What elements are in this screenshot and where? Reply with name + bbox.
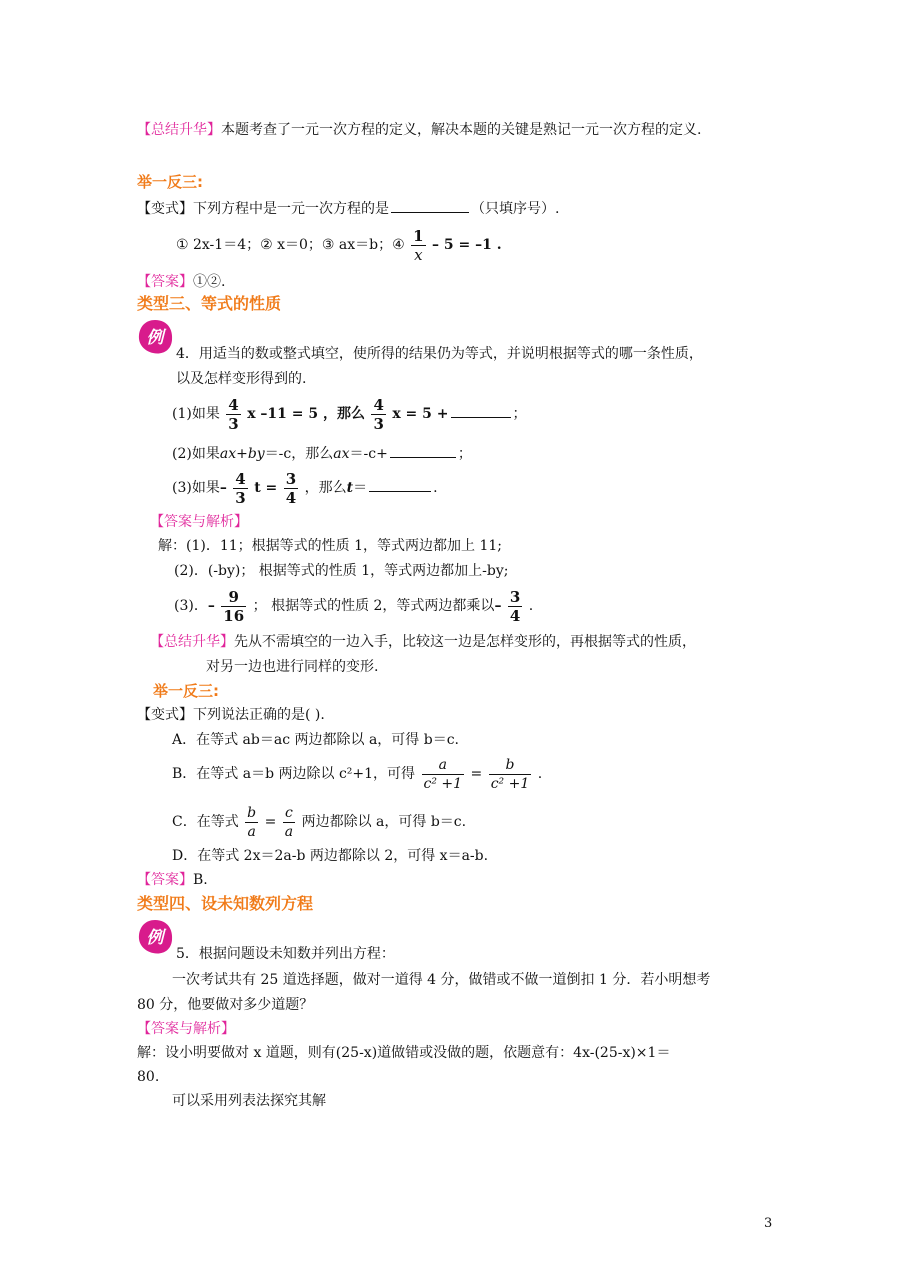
equals: ＝ [353,480,368,496]
expr: ax [333,446,350,462]
page-number: 3 [764,1216,773,1231]
section-title-3: 类型三、等式的性质 [137,294,282,313]
variant-tag: 【变式】 [137,201,193,217]
fraction [226,396,240,433]
q5-body: 一次考试共有 25 道选择题，做对一道得 4 分，做错或不做一道倒扣 1 分．若小明想考 [172,972,711,988]
denominator: 3 [235,488,246,507]
answer-text: ①②. [193,274,226,290]
solution-line: (2)．(-by)； 根据等式的性质 1，等式两边都加上-by; [174,563,509,579]
option-d: D．在等式 2x＝2a-b 两边都除以 2，可得 x＝a-b. [172,848,489,864]
example-badge [136,918,174,956]
denominator: c² +1 [490,775,530,792]
solution-line: 可以采用列表法探究其解 [172,1093,326,1109]
equals: = [470,766,483,782]
variant-text: 下列方程中是一元一次方程的是 [193,201,389,217]
answer-blank [369,477,431,492]
summary-text: 先从不需填空的一边入手，比较这一边是怎样变形的，再根据等式的性质， [234,634,696,650]
solution-line [174,584,533,628]
summary-line [137,120,701,140]
options-text-end: – 5 = –1 . [432,237,502,253]
variant-tag: 【变式】 [137,707,193,723]
end-mark: . [433,480,438,496]
numerator: 3 [509,587,521,606]
answer-analysis-tag: 【答案与解析】 [137,1021,235,1037]
fraction [283,804,295,841]
fraction [245,804,258,841]
fraction [233,470,247,507]
lead: (3)． [174,598,208,614]
badge-char: 例 [146,328,164,348]
text: ； 根据等式的性质 2，等式两边都乘以 [252,598,495,614]
badge-char: 例 [146,928,164,948]
fraction [411,227,425,264]
expr: t = [254,480,278,496]
end-mark: ； [512,406,527,422]
denominator: x [414,245,423,264]
q5-body-2: 80 分，他要做对多少道题？ [137,997,314,1013]
variant-text: 下列说法正确的是( ). [193,707,325,723]
variant-line [137,198,559,219]
expr: x = 5 + [392,406,449,422]
fraction [284,470,298,507]
answer-line [137,870,208,890]
answer-tag: 【答案】 [137,872,193,888]
text: 两边都除以 a，可得 b＝c. [301,814,467,830]
option-a: A．在等式 ab＝ac 两边都除以 a，可得 b＝c. [172,732,460,748]
summary-line [150,632,696,652]
solution-line: 解：设小明要做对 x 道题，则有(25-x)道做错或没做的题，依题意有：4x-(25-x)×1＝ [137,1045,671,1061]
numerator: 4 [235,469,246,488]
denominator: c² +1 [423,775,463,792]
text: ＝-c，那么 [264,446,334,462]
q5-title: 5．根据问题设未知数并列出方程： [176,946,395,962]
summary-text: 本题考查了一元一次方程的定义，解决本题的关键是熟记一元一次方程的定义. [221,122,702,138]
end-mark: . [537,766,543,782]
summary-text-2: 对另一边也进行同样的变形. [206,659,379,675]
variant-heading: 举一反三: [153,682,219,700]
minus: – [219,480,227,496]
q4-text: 4．用适当的数或整式填空，使所得的结果仍为等式，并说明根据等式的哪一条性质， [176,346,703,362]
lead: B．在等式 a＝b 两边除以 c²+1，可得 [172,766,416,782]
text: ＝-c+ [349,446,388,462]
numerator: 4 [228,395,239,414]
q4-part3 [172,466,438,510]
numerator: 4 [373,395,384,414]
lead: (2)如果 [172,446,220,462]
section-title-4: 类型四、设未知数列方程 [137,894,314,913]
expr: ax+by [219,446,265,462]
variant-heading: 举一反三: [137,173,203,191]
lead: C．在等式 [172,814,239,830]
options-line [176,226,502,264]
option-c [172,800,466,844]
option-b [172,752,542,796]
solution-line: 解：(1)．11；根据等式的性质 1，等式两边都加上 11; [158,538,502,554]
numerator: c [283,804,295,823]
expr: x –11 = 5 ，那么 [247,406,365,422]
denominator: 4 [509,606,521,625]
denominator: a [247,823,256,840]
end-mark: . [528,598,534,614]
q4-text-2: 以及怎样变形得到的. [176,371,307,387]
lead: (3)如果 [172,480,220,496]
denominator: 3 [373,414,384,433]
answer-analysis-tag: 【答案与解析】 [150,514,248,530]
numerator: a [422,756,465,775]
fraction [508,588,522,625]
denominator: 16 [223,606,245,625]
variable: t [346,480,354,496]
variant-text-after: （只填序号）. [471,201,560,217]
summary-tag: 【总结升华】 [137,122,221,138]
end-mark: ； [457,446,472,462]
summary-tag: 【总结升华】 [150,634,234,650]
example-badge [136,318,174,356]
text: ，那么 [304,480,347,496]
answer-blank [390,443,456,458]
options-text: ① 2x-1＝4；② x＝0；③ ax＝b；④ [176,237,405,253]
answer-line [137,272,225,292]
numerator: b [247,804,257,821]
fraction [422,756,465,793]
denominator: a [284,823,294,840]
minus: – [494,598,502,614]
answer-blank [451,403,511,418]
numerator: 1 [413,226,424,245]
solution-line: 80. [137,1069,160,1085]
variant-line [137,705,325,725]
answer-tag: 【答案】 [137,274,193,290]
numerator: b [489,756,532,775]
fraction [371,396,385,433]
fraction [221,588,246,625]
denominator: 3 [228,414,239,433]
q4-part1 [172,392,527,436]
equals: = [264,814,277,830]
answer-text: B. [193,872,208,888]
answer-blank [391,198,469,213]
lead: (1)如果 [172,406,220,422]
fraction [489,756,532,793]
numerator: 3 [285,469,297,488]
denominator: 4 [285,488,297,507]
numerator: 9 [221,588,246,607]
q4-part2 [172,443,472,464]
minus: – [207,598,215,614]
